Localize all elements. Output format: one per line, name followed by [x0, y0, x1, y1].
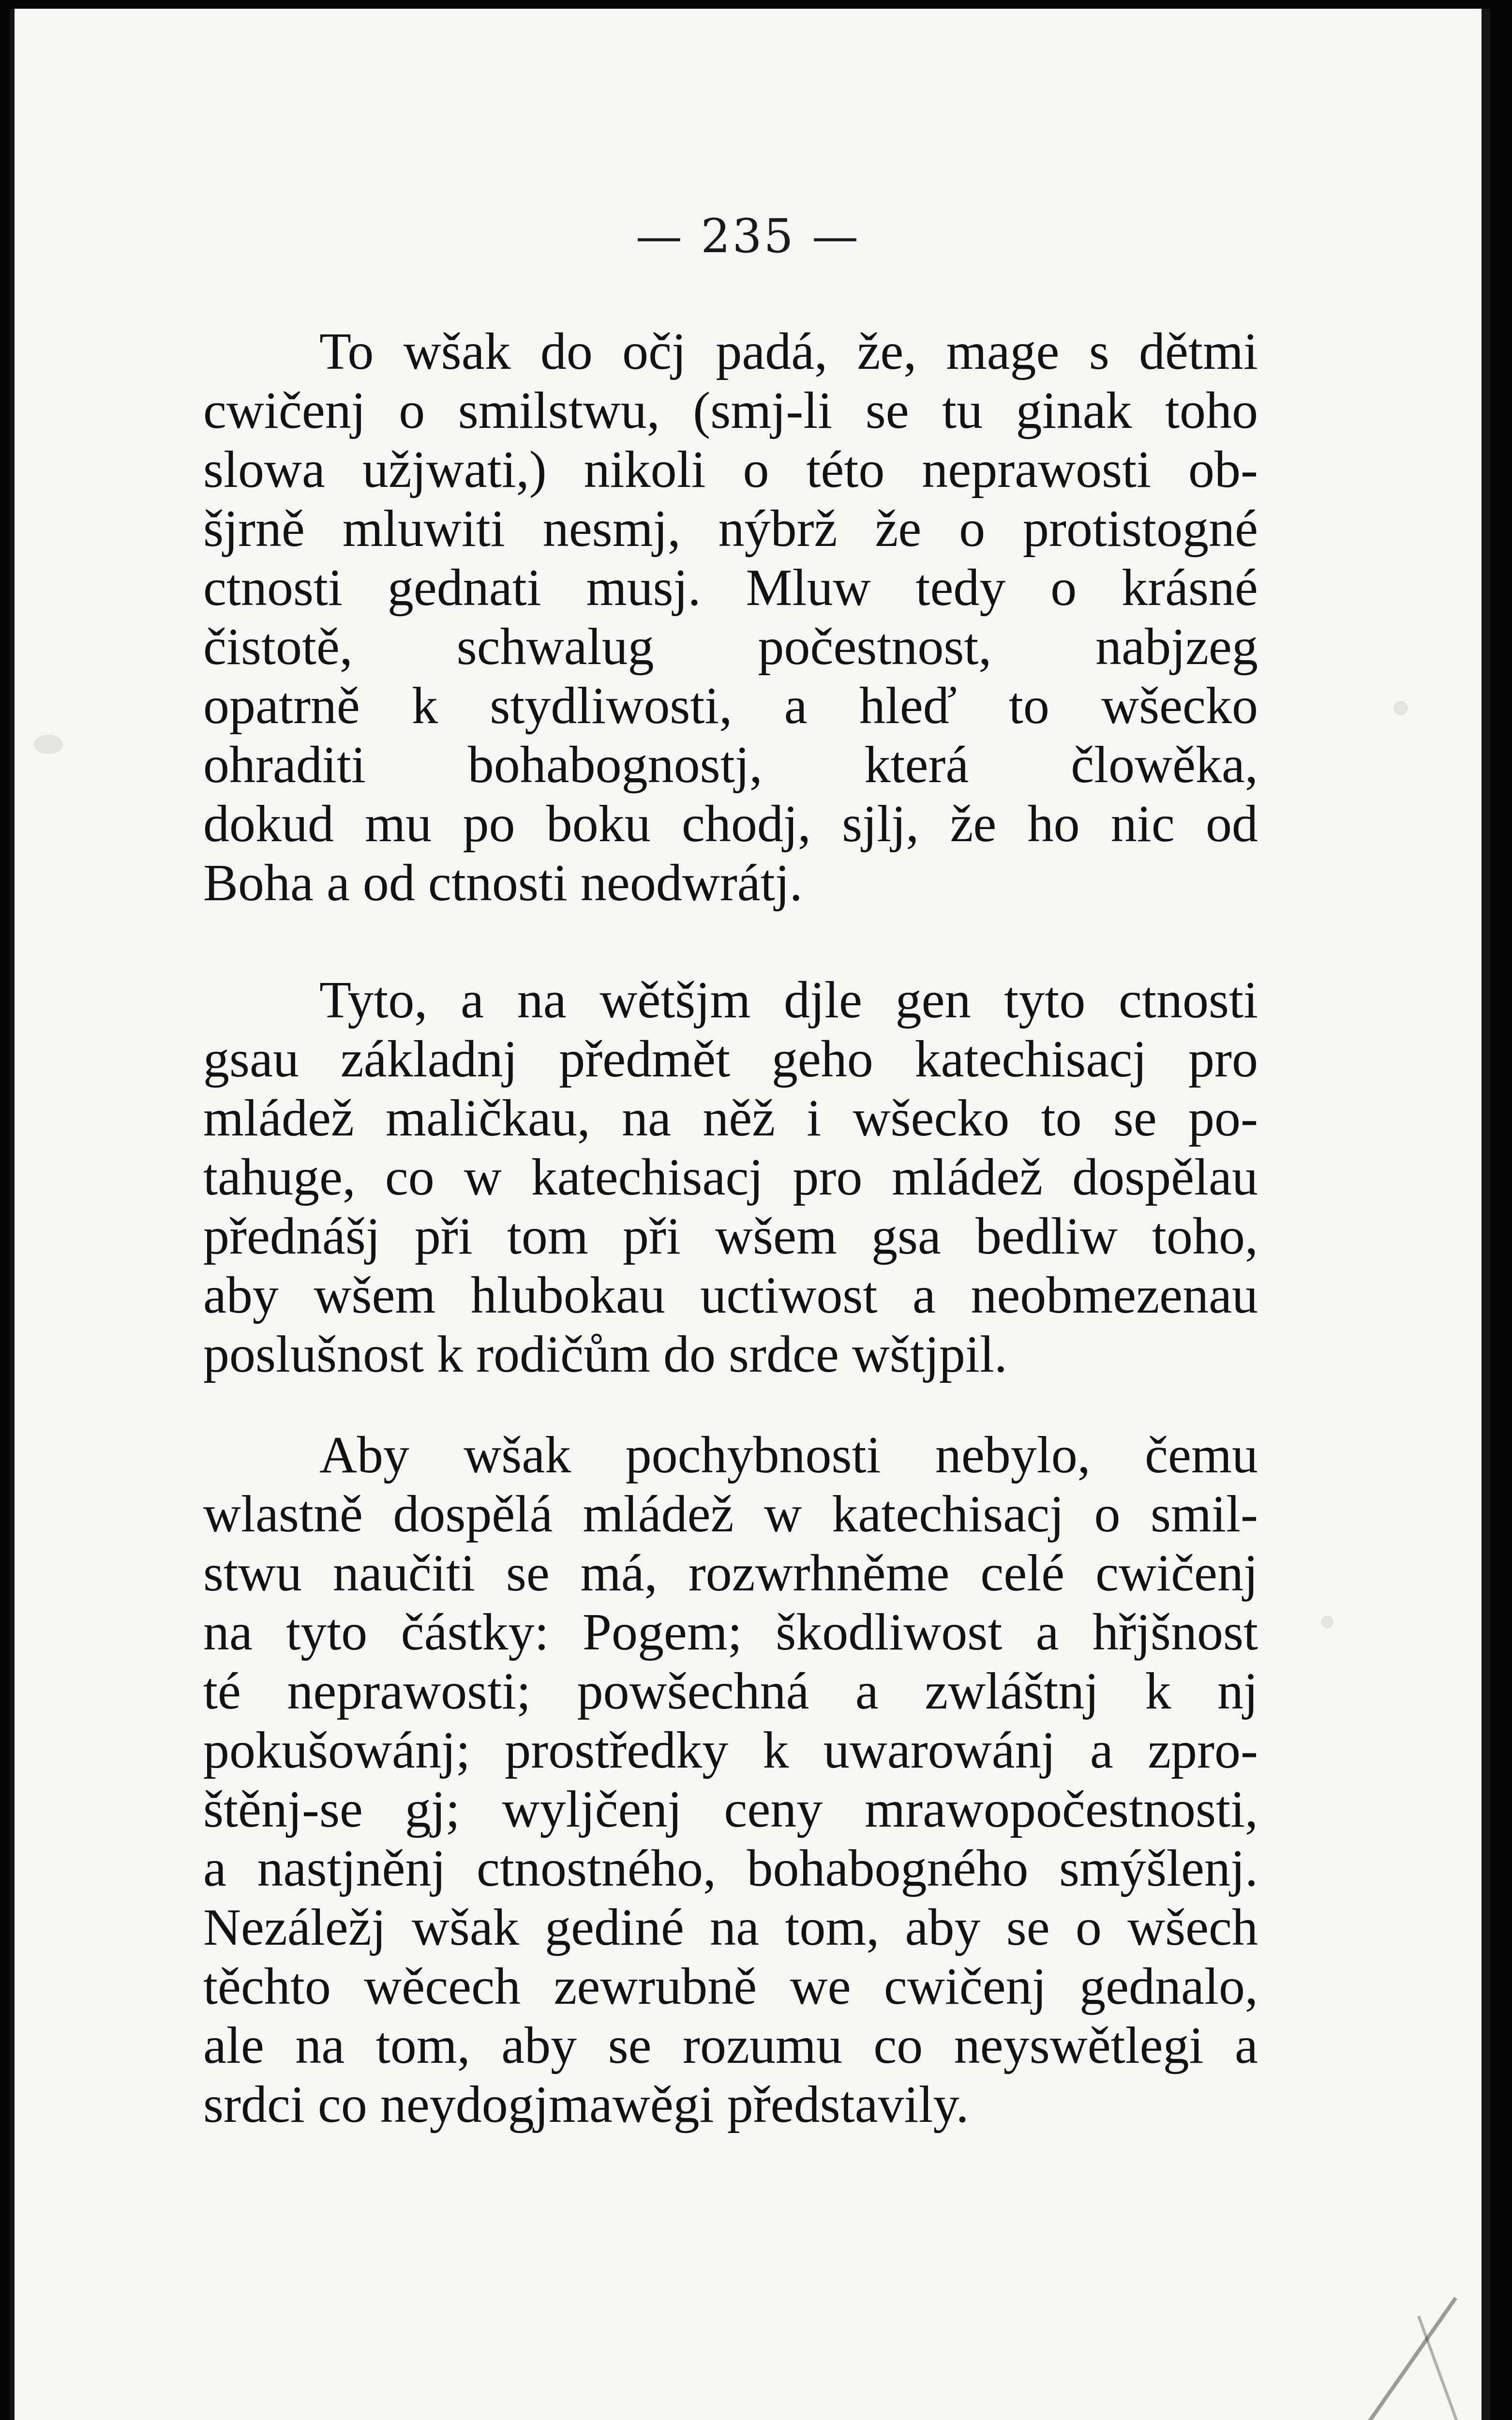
text-line: Boha a od ctnosti neodwrátj.: [203, 854, 803, 912]
text-line: čistotě, schwalug počestnost, nabjzeg: [203, 618, 1258, 676]
book-page: [10, 9, 1490, 2420]
text-line: té neprawosti; powšechná a zwláštnj k nj: [203, 1663, 1258, 1720]
scan-speck: [1321, 1616, 1333, 1628]
text-line: štěnj-se gj; wyljčenj ceny mrawopočestnosti,: [203, 1781, 1258, 1838]
text-line: wlastně dospělá mládež w katechisacj o smil-: [203, 1485, 1258, 1543]
text-line: gsau základnj předmět geho katechisacj pro: [203, 1030, 1258, 1088]
text-line: dokud mu po boku chodj, sjlj, že ho nic od: [203, 795, 1258, 853]
text-line: na tyto částky: Pogem; škodliwost a hřjšnost: [203, 1603, 1258, 1661]
scan-speck: [34, 735, 63, 754]
text-line: ctnosti gednati musj. Mluw tedy o krásné: [203, 559, 1258, 617]
fold-mark: [1417, 2315, 1460, 2420]
page-number: — 235 —: [635, 209, 861, 263]
text-line: ale na tom, aby se rozumu co neyswětlegi a: [203, 2017, 1258, 2074]
text-line: To wšak do očj padá, že, mage s dětmi: [319, 323, 1258, 380]
text-line: stwu naučiti se má, rozwrhněme celé cwičenj: [203, 1544, 1258, 1602]
fold-mark: [1362, 2297, 1457, 2420]
text-line: Nezáležj wšak gediné na tom, aby se o wšech: [203, 1899, 1258, 1956]
text-line: pokušowánj; prostředky k uwarowánj a zpro-: [203, 1722, 1258, 1779]
text-line: cwičenj o smilstwu, (smj-li se tu ginak toho: [203, 382, 1258, 439]
text-line: Tyto, a na wětšjm djle gen tyto ctnosti: [319, 971, 1258, 1029]
text-line: opatrně k stydliwosti, a hleď to wšecko: [203, 677, 1258, 735]
text-line: poslušnost k rodičům do srdce wštjpil.: [203, 1326, 1007, 1383]
text-line: Aby wšak pochybnosti nebylo, čemu: [319, 1426, 1258, 1484]
text-line: mládež maličkau, na něž i wšecko to se po-: [203, 1089, 1258, 1147]
text-line: ohraditi bohabognostj, která člowěka,: [203, 736, 1258, 794]
paragraph-3: [203, 1426, 1258, 2134]
text-line: aby wšem hlubokau uctiwost a neobmezenau: [203, 1267, 1258, 1324]
scan-speck: [1393, 701, 1408, 715]
text-line: přednášj při tom při wšem gsa bedliw toho,: [203, 1208, 1258, 1265]
paragraph-2: [203, 971, 1258, 1384]
text-line: těchto wěcech zewrubně we cwičenj gednalo,: [203, 1958, 1258, 2015]
text-line: tahuge, co w katechisacj pro mládež dospělau: [203, 1149, 1258, 1206]
text-line: slowa užjwati,) nikoli o této neprawosti ob-: [203, 441, 1258, 499]
paragraph-1: [203, 322, 1258, 913]
text-line: šjrně mluwiti nesmj, nýbrž že o protistogné: [203, 500, 1258, 558]
text-line: a nastjněnj ctnostného, bohabogného smýšlenj.: [203, 1840, 1258, 1897]
text-line: srdci co neydogjmawěgi představily.: [203, 2076, 969, 2133]
